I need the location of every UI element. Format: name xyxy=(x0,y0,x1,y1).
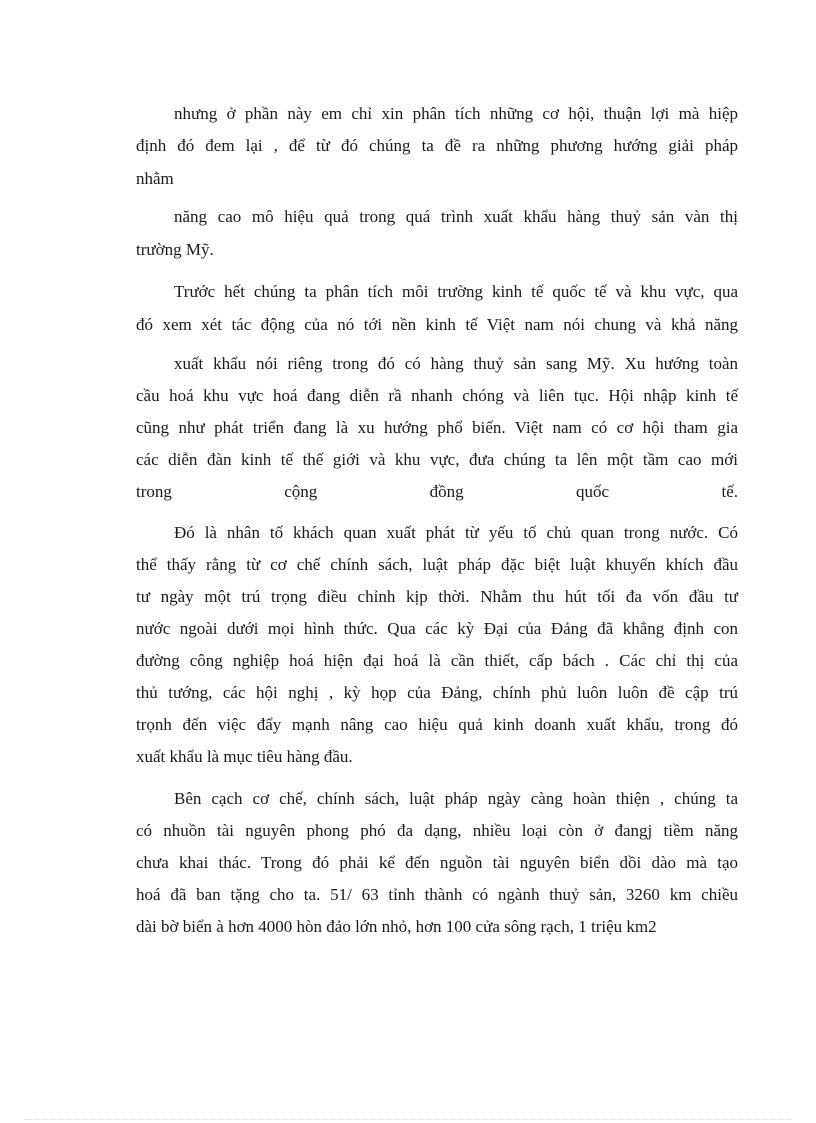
text-line: Đó là nhân tố khách quan xuất phát từ yếu tố chủ quan trong nước. Có xyxy=(174,523,738,542)
text-line: xuất khẩu là mục tiêu hàng đầu. xyxy=(136,747,353,766)
text-line: đường công nghiệp hoá hiện đại hoá là cần thiết, cấp bách . Các chỉ thị của xyxy=(136,651,738,670)
text-line: các diễn đàn kinh tế thế giới và khu vực, đưa chúng ta lên một tầm cao mới xyxy=(136,450,738,469)
text-line: nhằm xyxy=(136,169,174,188)
text-line: tư ngày một trú trọng điều chỉnh kịp thời. Nhằm thu hút tối đa vốn đầu tư xyxy=(136,587,738,606)
text-line: năng cao mô hiệu quả trong quá trình xuất khẩu hàng thuỷ sản vàn thị xyxy=(174,207,738,226)
text-line: chưa khai thác. Trong đó phải kể đến nguồn tài nguyên biển dồi dào mà tạo xyxy=(136,853,738,872)
text-line: nhưng ở phần này em chỉ xin phân tích những cơ hội, thuận lợi mà hiệp xyxy=(174,104,738,123)
text-line: thể thấy rằng từ cơ chế chính sách, luật pháp đặc biệt luật khuyến khích đầu xyxy=(136,555,738,574)
text-line: thủ tướng, các hội nghị , kỳ họp của Đảng, chính phủ luôn luôn đề cập trú xyxy=(136,683,738,702)
text-line: Bên cạch cơ chế, chính sách, luật pháp ngày càng hoàn thiện , chúng ta xyxy=(174,789,738,808)
text-line: đó xem xét tác động của nó tới nền kinh tế Việt nam nói chung và khả năng xyxy=(136,315,738,334)
text-line: trường Mỹ. xyxy=(136,240,214,259)
text-line: có nhuồn tài nguyên phong phó đa dạng, nhiều loại còn ở đangj tiềm năng xyxy=(136,821,738,840)
page-bottom-divider xyxy=(24,1119,792,1120)
text-line: xuất khẩu nói riêng trong đó có hàng thuỷ sản sang Mỹ. Xu hướng toàn xyxy=(174,354,738,373)
text-line: trong cộng đồng quốc tế. xyxy=(136,482,738,501)
text-line: định đó đem lại , để từ đó chúng ta đề ra những phương hướng giải pháp xyxy=(136,136,738,155)
text-line: cũng như phát triển đang là xu hướng phổ biến. Việt nam có cơ hội tham gia xyxy=(136,418,738,437)
text-line: dài bờ biển à hơn 4000 hòn đảo lớn nhỏ, hơn 100 cửa sông rạch, 1 triệu km2 xyxy=(136,917,657,936)
text-line: cầu hoá khu vực hoá đang diễn rầ nhanh chóng và liên tục. Hội nhập kinh tế xyxy=(136,386,738,405)
text-line: nước ngoài dưới mọi hình thức. Qua các kỳ Đại của Đảng đã khẳng định con xyxy=(136,619,738,638)
text-line: trọnh đến việc đẩy mạnh nâng cao hiệu quả kinh doanh xuất khẩu, trong đó xyxy=(136,715,738,734)
text-line: Trước hết chúng ta phân tích môi trường kinh tế quốc tế và khu vực, qua xyxy=(174,282,738,301)
text-line: hoá đã ban tặng cho ta. 51/ 63 tỉnh thành có ngành thuỷ sản, 3260 km chiều xyxy=(136,885,738,904)
